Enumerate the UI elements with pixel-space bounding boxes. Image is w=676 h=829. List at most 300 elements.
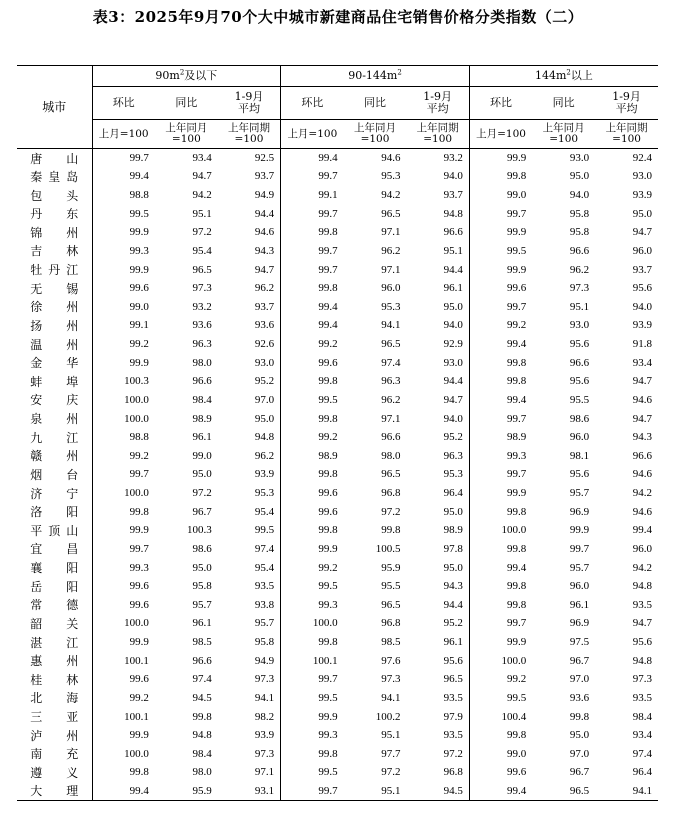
city-cell bbox=[17, 204, 92, 223]
index-value: 99.8 bbox=[129, 766, 149, 779]
index-value: 94.7 bbox=[632, 375, 653, 388]
index-value: 94.6 bbox=[632, 505, 653, 518]
city-cell bbox=[17, 689, 92, 708]
index-value: 93.2 bbox=[192, 300, 212, 313]
index-value: 93.0 bbox=[569, 319, 590, 332]
index-value: 98.4 bbox=[192, 747, 212, 760]
group-header-large: $144m^2$以上 bbox=[469, 66, 658, 87]
index-value: 95.0 bbox=[192, 468, 212, 481]
index-value: 95.9 bbox=[155, 782, 218, 801]
header-yoy: 同比 bbox=[364, 96, 386, 109]
index-value: 98.5 bbox=[192, 636, 212, 649]
index-value: 99.4 bbox=[506, 393, 527, 406]
group-header-medium: $90-144m^2$ bbox=[281, 66, 470, 87]
index-value: 96.6 bbox=[381, 431, 401, 444]
index-value: 93.0 bbox=[569, 152, 590, 165]
index-value: 99.2 bbox=[506, 673, 527, 686]
index-value: 99.8 bbox=[318, 282, 338, 295]
index-value: 96.5 bbox=[381, 207, 401, 220]
index-value: 99.0 bbox=[506, 747, 527, 760]
index-value: 96.5 bbox=[406, 670, 469, 689]
index-value: 98.9 bbox=[506, 431, 527, 444]
index-value: 100.3 bbox=[124, 375, 149, 388]
city-name: 洛 阳 bbox=[30, 505, 79, 520]
index-value: 95.0 bbox=[218, 409, 281, 428]
index-value: 100.0 bbox=[501, 524, 527, 537]
index-value: 99.5 bbox=[129, 207, 149, 220]
index-value: 93.5 bbox=[406, 689, 469, 708]
index-value: 100.0 bbox=[124, 747, 149, 760]
city-cell bbox=[17, 670, 92, 689]
index-value: 96.0 bbox=[569, 580, 590, 593]
index-value: 100.1 bbox=[124, 654, 149, 667]
index-value: 99.0 bbox=[192, 449, 212, 462]
index-value: 99.8 bbox=[506, 729, 527, 742]
index-value: 96.5 bbox=[192, 263, 212, 276]
index-value: 99.7 bbox=[506, 412, 527, 425]
index-value: 95.1 bbox=[569, 300, 590, 313]
index-value: 99.9 bbox=[129, 356, 149, 369]
index-value: 96.8 bbox=[381, 617, 401, 630]
index-value: 93.7 bbox=[632, 263, 653, 276]
index-value: 99.2 bbox=[506, 319, 527, 332]
index-value: 96.9 bbox=[569, 617, 590, 630]
index-value: 98.5 bbox=[381, 636, 401, 649]
index-value: 99.0 bbox=[506, 189, 527, 202]
index-value: 99.4 bbox=[129, 170, 149, 183]
index-value: 94.9 bbox=[218, 186, 281, 205]
index-value: 95.6 bbox=[569, 468, 590, 481]
index-value: 93.5 bbox=[632, 691, 653, 704]
index-value: 95.6 bbox=[569, 338, 590, 351]
index-value: 99.3 bbox=[129, 244, 149, 257]
table-row bbox=[17, 391, 658, 410]
city-cell bbox=[17, 596, 92, 615]
index-value: 96.6 bbox=[569, 244, 590, 257]
city-cell bbox=[17, 372, 92, 391]
index-value: 95.1 bbox=[192, 207, 212, 220]
index-value: 98.6 bbox=[192, 542, 212, 555]
index-value: 97.2 bbox=[381, 766, 401, 779]
index-value: 98.4 bbox=[192, 393, 212, 406]
index-value: 96.8 bbox=[381, 487, 401, 500]
index-value: 99.8 bbox=[506, 542, 527, 555]
index-value: 97.9 bbox=[406, 707, 469, 726]
index-value: 93.4 bbox=[192, 152, 212, 165]
index-value: 95.3 bbox=[381, 170, 401, 183]
index-value: 99.9 bbox=[506, 636, 527, 649]
city-cell bbox=[17, 260, 92, 279]
index-value: 97.2 bbox=[381, 505, 401, 518]
index-value: 97.4 bbox=[218, 540, 281, 559]
city-cell bbox=[17, 707, 92, 726]
header-yoy: 同比 bbox=[552, 96, 575, 109]
index-value: 98.0 bbox=[192, 356, 212, 369]
index-value: 96.5 bbox=[381, 598, 401, 611]
index-value: 95.0 bbox=[569, 729, 590, 742]
index-value: 97.4 bbox=[381, 356, 401, 369]
index-value: 97.3 bbox=[218, 670, 281, 689]
index-value: 96.3 bbox=[192, 338, 212, 351]
city-name: 泸 州 bbox=[30, 728, 79, 743]
index-value: 96.5 bbox=[381, 338, 401, 351]
table-row bbox=[17, 167, 658, 186]
table-title: 表3：2025年9月70个大中城市新建商品住宅销售价格分类指数（二） bbox=[92, 8, 584, 26]
city-cell bbox=[17, 763, 92, 782]
index-value: 96.2 bbox=[381, 393, 401, 406]
index-value: 96.1 bbox=[192, 617, 212, 630]
table-row bbox=[17, 745, 658, 764]
index-value: 95.4 bbox=[218, 502, 281, 521]
index-value: 94.7 bbox=[632, 617, 653, 630]
index-value: 98.4 bbox=[632, 710, 653, 723]
index-value: 99.5 bbox=[218, 521, 281, 540]
index-value: 94.6 bbox=[632, 393, 653, 406]
index-value: 94.4 bbox=[406, 260, 469, 279]
index-value: 94.7 bbox=[632, 412, 653, 425]
index-value: 99.7 bbox=[506, 300, 527, 313]
index-value: 97.3 bbox=[192, 282, 212, 295]
index-value: 97.3 bbox=[381, 673, 401, 686]
index-value: 95.1 bbox=[344, 782, 407, 801]
index-value: 99.7 bbox=[506, 617, 527, 630]
index-value: 95.1 bbox=[406, 242, 469, 261]
city-cell bbox=[17, 521, 92, 540]
header-ytd-avg: 1-9月 平均 bbox=[406, 87, 469, 120]
index-value: 99.1 bbox=[318, 189, 338, 202]
city-cell bbox=[17, 149, 92, 168]
index-value: 99.3 bbox=[318, 729, 338, 742]
index-value: 97.2 bbox=[192, 226, 212, 239]
city-cell bbox=[17, 167, 92, 186]
index-value: 99.8 bbox=[506, 356, 527, 369]
index-value: 94.2 bbox=[381, 189, 401, 202]
index-value: 98.9 bbox=[406, 521, 469, 540]
index-value: 99.4 bbox=[318, 152, 338, 165]
city-cell bbox=[17, 428, 92, 447]
index-value: 99.7 bbox=[318, 263, 338, 276]
table-row bbox=[17, 260, 658, 279]
city-cell bbox=[17, 633, 92, 652]
index-value: 95.1 bbox=[381, 729, 401, 742]
table-row bbox=[17, 428, 658, 447]
base-mom: 上月=100 bbox=[281, 120, 344, 149]
index-value: 93.6 bbox=[569, 691, 590, 704]
city-cell bbox=[17, 298, 92, 317]
index-value: 95.3 bbox=[218, 484, 281, 503]
city-name: 秦 皇 岛 bbox=[30, 169, 79, 184]
index-value: 95.8 bbox=[569, 207, 590, 220]
index-value: 97.2 bbox=[406, 745, 469, 764]
index-value: 94.7 bbox=[632, 226, 653, 239]
city-name: 吉 林 bbox=[30, 244, 79, 259]
base-mom: 上月=100 bbox=[469, 120, 532, 149]
index-value: 94.2 bbox=[632, 487, 653, 500]
index-value: 96.2 bbox=[381, 244, 401, 257]
index-value: 94.0 bbox=[569, 189, 590, 202]
index-value: 93.7 bbox=[218, 298, 281, 317]
city-name: 济 宁 bbox=[30, 486, 79, 501]
index-value: 100.2 bbox=[375, 710, 401, 723]
city-name: 唐 山 bbox=[30, 151, 79, 166]
index-value: 93.0 bbox=[218, 353, 281, 372]
index-value: 94.2 bbox=[632, 561, 653, 574]
table-row bbox=[17, 707, 658, 726]
table-row bbox=[17, 484, 658, 503]
index-value: 99.4 bbox=[506, 561, 527, 574]
table-row bbox=[17, 614, 658, 633]
index-value: 95.5 bbox=[381, 580, 401, 593]
table-row bbox=[17, 316, 658, 335]
index-value: 93.6 bbox=[192, 319, 212, 332]
index-value: 95.0 bbox=[632, 207, 653, 220]
index-value: 95.0 bbox=[406, 502, 469, 521]
index-value: 99.8 bbox=[318, 524, 338, 537]
index-value: 99.6 bbox=[129, 673, 149, 686]
index-value: 96.4 bbox=[406, 484, 469, 503]
index-value: 99.9 bbox=[318, 542, 338, 555]
index-value: 99.2 bbox=[129, 449, 149, 462]
index-value: 96.0 bbox=[381, 282, 401, 295]
city-name: 包 头 bbox=[30, 188, 79, 203]
group-header-small: $90m^2$及以下 bbox=[92, 66, 281, 87]
index-value: 100.4 bbox=[501, 710, 527, 723]
city-cell bbox=[17, 614, 92, 633]
city-cell bbox=[17, 316, 92, 335]
index-value: 92.9 bbox=[406, 335, 469, 354]
index-value: 96.4 bbox=[632, 766, 653, 779]
index-value: 97.5 bbox=[569, 636, 590, 649]
index-value: 95.7 bbox=[569, 487, 590, 500]
index-value: 91.8 bbox=[632, 338, 653, 351]
index-value: 94.1 bbox=[595, 782, 658, 801]
index-value: 95.2 bbox=[218, 372, 281, 391]
index-value: 93.0 bbox=[406, 353, 469, 372]
table-row bbox=[17, 540, 658, 559]
table-row bbox=[17, 670, 658, 689]
price-index-table bbox=[17, 65, 658, 801]
index-value: 99.6 bbox=[318, 505, 338, 518]
index-value: 94.5 bbox=[406, 782, 469, 801]
table-row bbox=[17, 689, 658, 708]
index-value: 94.3 bbox=[218, 242, 281, 261]
index-value: 96.6 bbox=[192, 375, 212, 388]
index-value: 99.0 bbox=[129, 300, 149, 313]
index-value: 99.2 bbox=[318, 338, 338, 351]
index-value: 99.8 bbox=[506, 598, 527, 611]
index-value: 97.2 bbox=[192, 487, 212, 500]
index-value: 99.4 bbox=[506, 338, 527, 351]
index-value: 96.6 bbox=[192, 654, 212, 667]
city-name: 北 海 bbox=[30, 691, 79, 706]
city-cell bbox=[17, 726, 92, 745]
index-value: 99.8 bbox=[569, 710, 590, 723]
index-value: 98.8 bbox=[129, 431, 149, 444]
index-value: 96.0 bbox=[632, 244, 653, 257]
table-row bbox=[17, 242, 658, 261]
index-value: 99.7 bbox=[129, 542, 149, 555]
table-row bbox=[17, 502, 658, 521]
index-value: 95.2 bbox=[406, 428, 469, 447]
city-name: 金 华 bbox=[30, 356, 79, 371]
table-row bbox=[17, 558, 658, 577]
city-name: 宜 昌 bbox=[30, 542, 79, 557]
index-value: 95.6 bbox=[632, 282, 653, 295]
index-value: 96.0 bbox=[632, 542, 653, 555]
index-value: 99.6 bbox=[129, 598, 149, 611]
index-value: 99.8 bbox=[506, 580, 527, 593]
city-cell bbox=[17, 242, 92, 261]
city-cell bbox=[17, 391, 92, 410]
base-yoy: 上年同月 =100 bbox=[155, 120, 218, 149]
index-value: 98.0 bbox=[192, 766, 212, 779]
index-value: 97.1 bbox=[381, 226, 401, 239]
index-value: 99.7 bbox=[129, 152, 149, 165]
index-value: 96.2 bbox=[218, 279, 281, 298]
index-value: 95.4 bbox=[218, 558, 281, 577]
city-name: 三 亚 bbox=[30, 710, 79, 725]
city-name: 大 理 bbox=[30, 784, 79, 799]
index-value: 94.6 bbox=[632, 468, 653, 481]
index-value: 97.3 bbox=[632, 673, 653, 686]
index-value: 94.6 bbox=[381, 152, 401, 165]
index-value: 95.9 bbox=[381, 561, 401, 574]
index-value: 96.6 bbox=[569, 356, 590, 369]
index-value: 95.0 bbox=[406, 558, 469, 577]
index-value: 99.8 bbox=[318, 375, 338, 388]
city-cell bbox=[17, 409, 92, 428]
index-value: 99.6 bbox=[129, 580, 149, 593]
index-value: 99.5 bbox=[318, 393, 338, 406]
table-row bbox=[17, 465, 658, 484]
index-value: 96.0 bbox=[569, 431, 590, 444]
index-value: 95.8 bbox=[192, 580, 212, 593]
index-value: 97.8 bbox=[406, 540, 469, 559]
index-value: 97.4 bbox=[632, 747, 653, 760]
index-value: 99.2 bbox=[318, 431, 338, 444]
index-value: 95.8 bbox=[569, 226, 590, 239]
base-ytd-avg: 上年同期 =100 bbox=[595, 120, 658, 149]
index-value: 97.7 bbox=[381, 747, 401, 760]
city-name: 南 充 bbox=[30, 747, 79, 762]
table-row bbox=[17, 353, 658, 372]
index-value: 93.9 bbox=[632, 189, 653, 202]
index-value: 98.8 bbox=[129, 189, 149, 202]
city-name: 烟 台 bbox=[30, 467, 79, 482]
city-name: 九 江 bbox=[30, 430, 79, 445]
index-value: 94.7 bbox=[406, 391, 469, 410]
index-value: 99.8 bbox=[318, 636, 338, 649]
city-name: 襄 阳 bbox=[30, 561, 79, 576]
index-value: 94.3 bbox=[406, 577, 469, 596]
city-cell bbox=[17, 484, 92, 503]
index-value: 93.5 bbox=[632, 598, 653, 611]
index-value: 100.0 bbox=[501, 654, 527, 667]
index-value: 99.7 bbox=[506, 468, 527, 481]
city-cell bbox=[17, 577, 92, 596]
index-value: 99.7 bbox=[318, 207, 338, 220]
index-value: 99.9 bbox=[569, 524, 590, 537]
index-value: 94.8 bbox=[632, 654, 653, 667]
city-name: 桂 林 bbox=[30, 672, 79, 687]
index-value: 93.4 bbox=[632, 729, 653, 742]
index-value: 99.9 bbox=[318, 710, 338, 723]
city-name: 岳 阳 bbox=[30, 579, 79, 594]
index-value: 94.7 bbox=[218, 260, 281, 279]
index-value: 94.6 bbox=[218, 223, 281, 242]
index-value: 97.0 bbox=[569, 747, 590, 760]
index-value: 95.3 bbox=[406, 465, 469, 484]
index-value: 94.4 bbox=[406, 596, 469, 615]
table-row bbox=[17, 782, 658, 801]
table-row bbox=[17, 447, 658, 466]
index-value: 93.9 bbox=[218, 726, 281, 745]
index-value: 93.0 bbox=[632, 170, 653, 183]
city-name: 常 德 bbox=[30, 598, 79, 613]
index-value: 99.9 bbox=[129, 729, 149, 742]
index-value: 93.8 bbox=[218, 596, 281, 615]
city-cell bbox=[17, 745, 92, 764]
city-name: 无 锡 bbox=[30, 281, 79, 296]
index-value: 100.3 bbox=[187, 524, 212, 537]
index-value: 98.1 bbox=[569, 449, 590, 462]
city-name: 蚌 埠 bbox=[30, 374, 79, 389]
index-value: 93.4 bbox=[632, 356, 653, 369]
base-yoy: 上年同月 =100 bbox=[344, 120, 407, 149]
index-value: 96.1 bbox=[192, 431, 212, 444]
city-name: 韶 关 bbox=[30, 616, 79, 631]
index-value: 99.8 bbox=[506, 505, 527, 518]
city-cell bbox=[17, 465, 92, 484]
index-value: 99.4 bbox=[92, 782, 155, 801]
index-value: 94.8 bbox=[632, 580, 653, 593]
index-value: 95.7 bbox=[569, 561, 590, 574]
index-value: 96.3 bbox=[406, 447, 469, 466]
index-value: 99.4 bbox=[318, 300, 338, 313]
index-value: 100.0 bbox=[312, 617, 338, 630]
index-value: 94.8 bbox=[192, 729, 212, 742]
index-value: 92.4 bbox=[632, 152, 653, 165]
index-value: 93.5 bbox=[218, 577, 281, 596]
index-value: 99.4 bbox=[632, 524, 653, 537]
index-value: 93.7 bbox=[218, 167, 281, 186]
index-value: 96.3 bbox=[381, 375, 401, 388]
index-value: 97.6 bbox=[381, 654, 401, 667]
index-value: 99.6 bbox=[129, 282, 149, 295]
index-value: 99.8 bbox=[192, 710, 212, 723]
index-value: 99.7 bbox=[129, 468, 149, 481]
table-row bbox=[17, 577, 658, 596]
index-value: 94.4 bbox=[406, 372, 469, 391]
index-value: 99.9 bbox=[129, 263, 149, 276]
index-value: 98.9 bbox=[318, 449, 338, 462]
index-value: 99.2 bbox=[129, 338, 149, 351]
city-name: 牡 丹 江 bbox=[30, 263, 79, 278]
city-name: 安 庆 bbox=[30, 393, 79, 408]
index-value: 100.0 bbox=[124, 487, 149, 500]
index-value: 95.6 bbox=[406, 651, 469, 670]
table-row bbox=[17, 335, 658, 354]
index-value: 99.4 bbox=[469, 782, 532, 801]
city-cell bbox=[17, 558, 92, 577]
city-cell bbox=[17, 502, 92, 521]
index-value: 99.7 bbox=[281, 782, 344, 801]
table-row bbox=[17, 596, 658, 615]
index-value: 99.1 bbox=[129, 319, 149, 332]
table-row bbox=[17, 409, 658, 428]
index-value: 99.8 bbox=[318, 412, 338, 425]
index-value: 94.0 bbox=[406, 316, 469, 335]
